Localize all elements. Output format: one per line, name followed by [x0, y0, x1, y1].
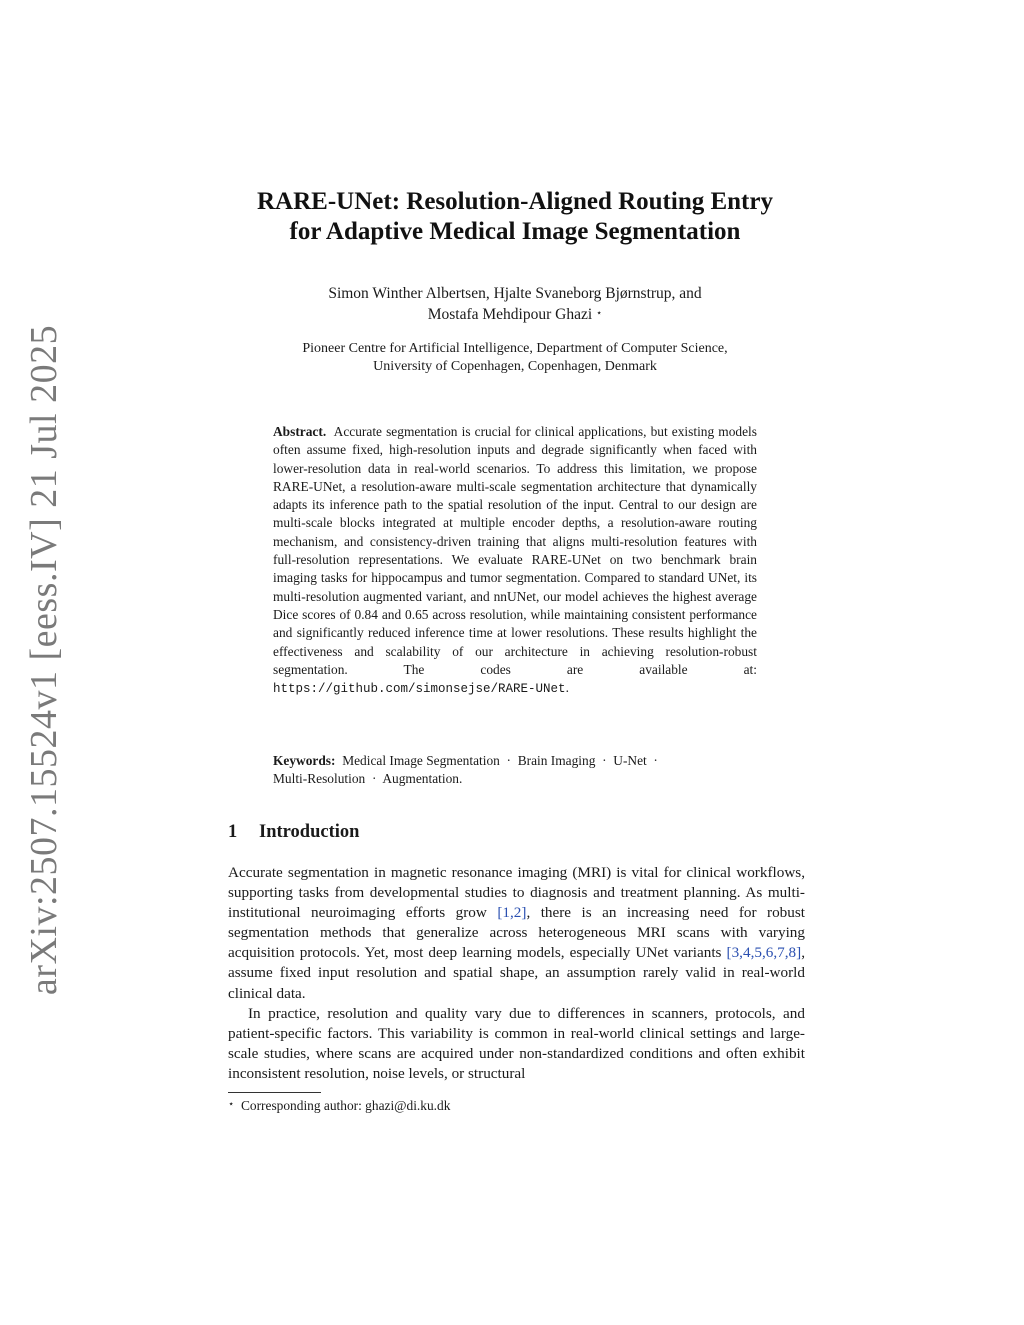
body-text — [228, 863, 805, 1084]
authors-line-2 — [200, 304, 830, 325]
footnote-text: Corresponding author: ghazi@di.ku.dk — [240, 1098, 451, 1113]
affiliation — [200, 340, 830, 376]
title-line-2: for Adaptive Medical Image Segmentation — [289, 218, 741, 245]
paragraph-1-part-1: Accurate segmentation in magnetic resonance imaging (MRI) is vital for clinical workflows, supporting tasks from developmental studies to diagnosis and treatment planning. As multi-institutional neuroimaging efforts grow — [228, 864, 805, 922]
footnote-marker: ⋆ — [228, 1099, 235, 1110]
paper-title — [180, 187, 850, 247]
corresponding-author-marker: ⋆ — [596, 308, 603, 319]
section-title: Introduction — [259, 822, 360, 842]
paragraph-1-part-2: , there is an increasing need for robust segmentation methods that generalize across heterogeneous MRI scans with varying acquisition protocols. Yet, most deep learning models, especially UNet variants — [228, 904, 806, 962]
section-heading — [228, 822, 359, 843]
author-list — [200, 284, 830, 325]
citation-link[interactable]: [3,4,5,6,7,8] — [726, 944, 802, 962]
citation-link[interactable]: [1,2] — [497, 904, 527, 922]
affiliation-line-2: University of Copenhagen, Copenhagen, Denmark — [373, 359, 657, 374]
abstract-text: Accurate segmentation is crucial for clinical applications, but existing models often assume fixed, high-resolution inputs and degrade significantly when faced with lower-resolution data in real-world scenarios. To address this limitation, we propose RARE-UNet, a resolution-aware multi-scale segmentation architecture that dynamically adapts its inference path to the spatial resolution of the input. Central to our design are multi-scale blocks integrated at multiple encoder depths, a resolution-aware routing mechanism, and consistency-driven training that aligns multi-resolution features with full-resolution representations. We evaluate RARE-UNet on two benchmark brain imaging tasks for hippocampus and tumor segmentation. Compared to standard UNet, its multi-resolution augmented variant, and nnUNet, our model achieves the highest average Dice scores of 0.84 and 0.65 across resolution, while maintaining consistent performance and significantly reduced inference time at lower resolutions. These results highlight the effectiveness and scalability of our architecture in achieving resolution-robust segmentation. The codes are available at: — [273, 424, 757, 677]
abstract-label: Abstract. — [273, 424, 327, 439]
abstract-end: . — [565, 680, 569, 696]
authors-line-1: Simon Winther Albertsen, Hjalte Svaneborg Bjørnstrup, and — [328, 285, 702, 302]
keywords-list-1: Medical Image Segmentation · Brain Imaging · U-Net · — [342, 753, 658, 768]
footnote — [228, 1096, 450, 1115]
paragraph-1 — [228, 863, 805, 1004]
code-url-link[interactable]: https://github.com/simonsejse/RARE-UNet — [273, 682, 566, 697]
keywords-line-2: Multi-Resolution · Augmentation. — [273, 771, 463, 787]
abstract — [273, 423, 757, 698]
affiliation-line-1: Pioneer Centre for Artificial Intelligence, Department of Computer Science, — [302, 341, 728, 356]
arxiv-identifier-stamp: arXiv:2507.15524v1 [eess.IV] 21 Jul 2025 — [23, 324, 65, 996]
authors-line-2-text: Mostafa Mehdipour Ghazi — [427, 306, 593, 323]
paragraph-1-part-3: , assume fixed input resolution and spatial shape, an assumption rarely valid in real-world clinical data. — [228, 944, 805, 1002]
keywords-line-1 — [273, 752, 757, 770]
keywords-label: Keywords: — [273, 753, 336, 768]
title-line-1: RARE-UNet: Resolution-Aligned Routing Entry — [257, 188, 773, 215]
keywords — [273, 752, 757, 789]
paragraph-2: In practice, resolution and quality vary due to differences in scanners, protocols, and patient-specific factors. This variability is common in real-world clinical settings and large-scale studies, where scans are acquired under non-standardized conditions and often exhibit inconsistent resolution, noise levels, or structural — [228, 1004, 805, 1082]
footnote-divider — [228, 1092, 321, 1093]
section-number: 1 — [228, 822, 238, 842]
